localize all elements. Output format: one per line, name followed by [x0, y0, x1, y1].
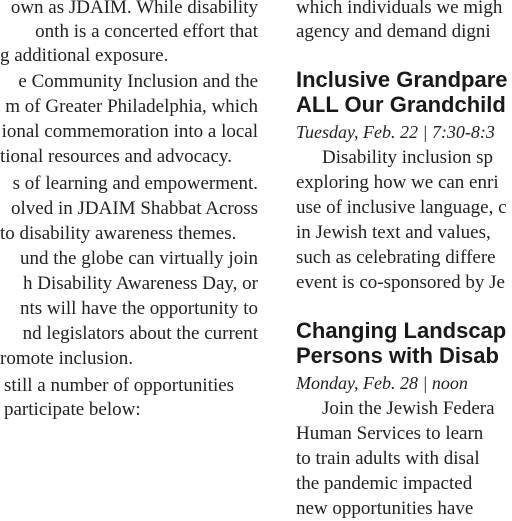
- body-line: such as celebrating differe: [296, 247, 496, 268]
- event-date: Monday, Feb. 28 | noon: [296, 373, 468, 393]
- body-line: to disability awareness themes.: [0, 223, 237, 244]
- event-date: Tuesday, Feb. 22 | 7:30-8:3: [296, 122, 495, 142]
- body-line: Disability inclusion sp: [322, 147, 493, 168]
- body-line: Join the Jewish Federa: [322, 398, 495, 419]
- event-title: ALL Our Grandchild: [296, 92, 506, 117]
- body-line: the pandemic impacted: [296, 473, 473, 494]
- event-title: Inclusive Grandpare: [296, 67, 508, 92]
- body-line: ional commemoration into a local: [1, 121, 258, 142]
- body-line: nts will have the opportunity to: [19, 298, 258, 319]
- body-line: still a number of opportunities: [4, 375, 235, 396]
- body-line: olved in JDAIM Shabbat Across: [11, 198, 258, 219]
- body-line: exploring how we can enri: [296, 172, 499, 193]
- body-line: new opportunities have: [296, 498, 474, 519]
- body-line: e Community Inclusion and the: [18, 71, 258, 92]
- body-line: to train adults with disal: [296, 448, 480, 469]
- body-line: which individuals we migh: [296, 0, 503, 18]
- body-line: romote inclusion.: [0, 348, 133, 369]
- body-line: m of Greater Philadelphia, which: [5, 96, 258, 117]
- body-line: agency and demand digni: [296, 21, 491, 42]
- body-line: und the globe can virtually join: [20, 248, 258, 269]
- body-line: in Jewish text and values,: [296, 222, 491, 243]
- body-line: use of inclusive language, c: [296, 197, 507, 218]
- body-line: nd legislators about the current: [22, 323, 258, 344]
- body-line: own as JDAIM. While disability: [10, 0, 258, 18]
- event-title: Persons with Disab: [296, 343, 499, 368]
- body-line: Human Services to learn: [296, 423, 484, 444]
- body-line: onth is a concerted effort that: [35, 21, 258, 42]
- body-line: h Disability Awareness Day, or: [22, 273, 258, 294]
- body-line: s of learning and empowerment.: [12, 173, 258, 194]
- body-line: event is co-sponsored by Je: [296, 272, 505, 293]
- body-line: g additional exposure.: [0, 45, 169, 66]
- body-line: tional resources and advocacy.: [0, 146, 232, 167]
- body-line: participate below:: [4, 399, 141, 420]
- event-title: Changing Landscap: [296, 318, 507, 343]
